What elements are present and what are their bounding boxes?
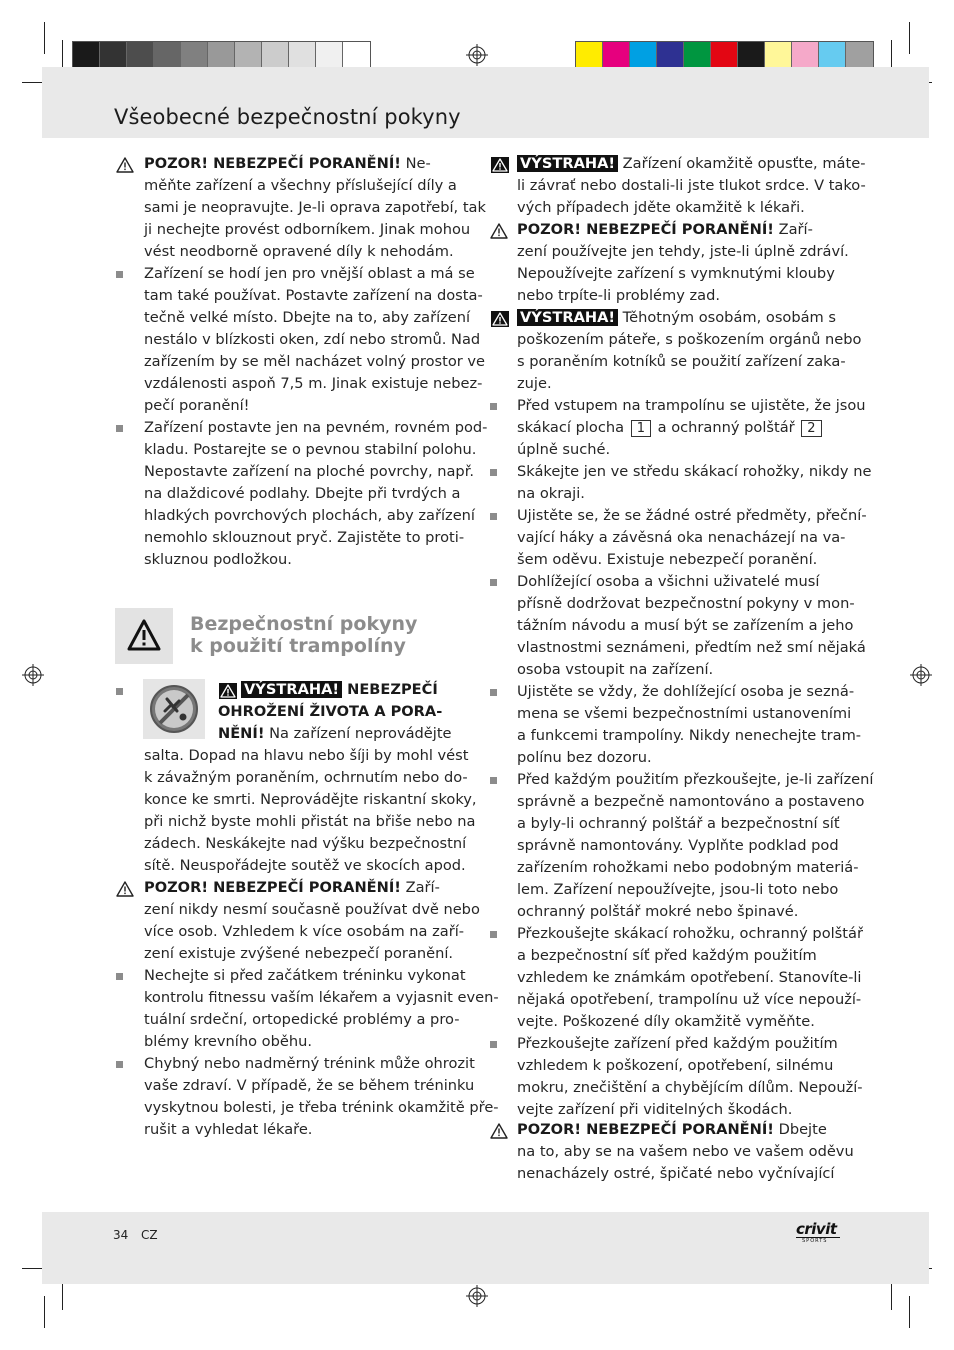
text-line: zařízením by se měl nacházet volný prostor ve [144, 353, 486, 370]
text-line: vzdálenosti aspoň 7,5 m. Jinak existuje nebez- [144, 375, 483, 392]
text-line: správně namontovány. Vyplňte podklad pod [517, 837, 839, 854]
text-line: Dohlížející osoba a všichni uživatelé musí [517, 573, 820, 590]
text-line: více osob. Vzhledem k více osobám na zaří- [144, 923, 465, 940]
text-line: mokru, znečištění a chybějícím dílům. Nepouží- [517, 1079, 863, 1096]
color-swatch [846, 42, 873, 68]
registration-mark-icon [22, 664, 44, 686]
text-line: Zařízení se hodí jen pro vnější oblast a má se [144, 265, 475, 282]
warning-triangle-icon [490, 223, 508, 239]
warning-text-line: VÝSTRAHA! Zařízení okamžitě opusťte, máte- [517, 153, 865, 175]
text-line: Nechejte si před začátkem tréninku vykonat [144, 967, 466, 984]
text-line: správně a bezpečně namontováno a postaveno [517, 793, 865, 810]
color-swatch [235, 42, 262, 68]
bullet-marker [116, 1061, 123, 1068]
text-line: zení používejte jen tehdy, jste-li úplně zdráví. [517, 243, 849, 260]
text-line: sítě. Neuspořádejte soutěž ve skocích apod. [144, 857, 466, 874]
color-swatch [100, 42, 127, 68]
text-line: vzhledem k poškození, opotřebení, silnému [517, 1057, 834, 1074]
text-line: vzhledem ke známkám opotřebení. Stanovíte-li [517, 969, 862, 986]
part-number-badge: 1 [631, 420, 651, 437]
color-swatch [819, 42, 846, 68]
no-somersault-pictogram [143, 679, 205, 739]
text-line: na okraji. [517, 485, 585, 502]
text-line: s poraněním kotníků se použití zařízení zaka- [517, 353, 846, 370]
text-line: kontrolu fitnessu vaším lékařem a vyjasnit even- [144, 989, 499, 1006]
text-line: nenacházely ostré, špičaté nebo vyčnívající [517, 1165, 835, 1182]
color-swatch [181, 42, 208, 68]
color-swatch [262, 42, 289, 68]
text-line: Před vstupem na trampolínu se ujistěte, že jsou [517, 397, 866, 414]
color-swatch [792, 42, 819, 68]
color-swatch [657, 42, 684, 68]
text-line: poškozením páteře, s poškozením orgánů nebo [517, 331, 862, 348]
color-swatch [343, 42, 370, 68]
text-line: nestálo v blízkosti oken, zdí nebo stromů. Nad [144, 331, 481, 348]
text-line: a byly-li ochranný polštář a bezpečnostní síť [517, 815, 840, 832]
color-swatch [316, 42, 343, 68]
color-swatch [208, 42, 235, 68]
text-line: k závažným poraněním, ochrnutím nebo do- [144, 769, 468, 786]
page-number: 34 [113, 1228, 129, 1242]
warning-triangle-icon [491, 311, 509, 327]
text-line: pečí poranění! [144, 397, 250, 414]
text-line: na dlaždicové podlahy. Dbejte při tvrdých a [144, 485, 461, 502]
text-line: vlastnostmi seznámeni, předtím než smí nějaká [517, 639, 866, 656]
text-line: salta. Dopad na hlavu nebo šíji by mohl vést [144, 747, 469, 764]
color-swatch [154, 42, 181, 68]
text-line: Před každým použitím přezkoušejte, je-li zařízení [517, 771, 874, 788]
text-line: sami je neopravujte. Je-li oprava zapotřebí, tak [144, 199, 486, 216]
no-somersault-icon [143, 679, 205, 739]
bullet-marker [116, 973, 123, 980]
page-title: Všeobecné bezpečnostní pokyny [114, 105, 461, 129]
color-swatch [73, 42, 100, 68]
text-line: zařízením rohožkami nebo podobným materiá- [517, 859, 859, 876]
text-line: vejte. Poškozené díly okamžitě vyměňte. [517, 1013, 815, 1030]
color-swatch [603, 42, 630, 68]
bullet-marker [116, 425, 123, 432]
text-line: vající háky a závěsná oka nenacházejí na va- [517, 529, 846, 546]
registration-mark-icon [466, 44, 488, 66]
text-line: mena se všemi bezpečnostními ustanoveními [517, 705, 852, 722]
text-line: lem. Zařízení nepoužívejte, jsou-li toto nebo [517, 881, 839, 898]
text-line: tečně velké místo. Dbejte na to, aby zařízení [144, 309, 471, 326]
bullet-marker [490, 513, 497, 520]
text-line: Přezkoušejte skákací rohožku, ochranný polštář [517, 925, 863, 942]
text-line: šem oděvu. Existuje nebezpečí poranění. [517, 551, 818, 568]
color-swatch [127, 42, 154, 68]
warning-triangle-icon [491, 157, 509, 173]
text-line: nemohlo sklouznout pryč. Zajistěte to proti- [144, 529, 465, 546]
text-line: Zařízení postavte jen na pevném, rovném pod- [144, 419, 488, 436]
color-swatch [711, 42, 738, 68]
part-number-badge: 2 [801, 420, 821, 437]
brand-logo: crivit SPORTS [796, 1222, 840, 1248]
text-line: vést neodborně opravené díly k nehodám. [144, 243, 454, 260]
text-line: polínu bez dozoru. [517, 749, 652, 766]
warning-text-line: VÝSTRAHA! NEBEZPEČÍ [241, 679, 438, 701]
text-line: zení nikdy nesmí současně používat dvě nebo [144, 901, 480, 918]
warning-triangle-icon [490, 1123, 508, 1139]
section-title: Bezpečnostní pokyny k použití trampolíny [190, 613, 418, 657]
text-line: zádech. Neskákejte nad výšku bezpečnostní [144, 835, 467, 852]
bullet-marker [490, 1041, 497, 1048]
warning-text-line: POZOR! NEBEZPEČÍ PORANĚNÍ! Zaří- [144, 879, 440, 896]
text-line: Nepostavte zařízení na ploché povrchy, např. [144, 463, 474, 480]
bullet-marker [490, 469, 497, 476]
bullet-marker [490, 931, 497, 938]
warning-text-line: VÝSTRAHA! Těhotným osobám, osobám s [517, 307, 836, 329]
bullet-marker [490, 403, 497, 410]
bullet-marker [490, 689, 497, 696]
bullet-marker [116, 688, 123, 695]
text-line: kladu. Postarejte se o pevnou stabilní polohu. [144, 441, 477, 458]
text-line: tam také používat. Postavte zařízení na dosta- [144, 287, 483, 304]
warning-text-line: POZOR! NEBEZPEČÍ PORANĚNÍ! Zaří- [517, 221, 813, 238]
text-line: a funkcemi trampolíny. Nikdy nenechejte tram- [517, 727, 862, 744]
text-line: vých případech jděte okamžitě k lékaři. [517, 199, 805, 216]
text-line: skluznou podložkou. [144, 551, 292, 568]
text-line: li závrať nebo dostali-li jste tlukot srdce. V tako- [517, 177, 866, 194]
text-line: NĚNÍ! Na zařízení neprovádějte [218, 725, 452, 742]
bullet-marker [490, 579, 497, 586]
text-line: Přezkoušejte zařízení před každým použitím [517, 1035, 838, 1052]
text-line: Ujistěte se vždy, že dohlížející osoba je sezná- [517, 683, 855, 700]
text-line: Chybný nebo nadměrný trénink může ohrozit [144, 1055, 475, 1072]
text-line: Ujistěte se, že se žádné ostré předměty, přeční- [517, 507, 867, 524]
text-line: hladkých povrchových plochách, aby zařízení [144, 507, 475, 524]
warning-text-line: POZOR! NEBEZPEČÍ PORANĚNÍ! Ne- [144, 155, 431, 172]
registration-mark-icon [466, 1285, 488, 1307]
color-swatch [738, 42, 765, 68]
warning-triangle-icon [116, 157, 134, 173]
text-line: konce ke smrti. Neprovádějte riskantní skoky, [144, 791, 477, 808]
text-line: a bezpečnostní síť před každým použitím [517, 947, 817, 964]
text-line: rušit a vyhledat lékaře. [144, 1121, 313, 1138]
text-line: vejte zařízení při viditelných škodách. [517, 1101, 793, 1118]
bullet-marker [490, 777, 497, 784]
text-line: ochranný polštář mokré nebo špinavé. [517, 903, 799, 920]
text-line: Nepoužívejte zařízení s vymknutými klouby [517, 265, 835, 282]
text-line: zuje. [517, 375, 552, 392]
text-line: blémy krevního oběhu. [144, 1033, 312, 1050]
bullet-marker [116, 271, 123, 278]
text-line: úplně suché. [517, 441, 611, 458]
text-line: tážním návodu a musí být se zařízením a jeho [517, 617, 854, 634]
warning-triangle-icon [219, 683, 237, 699]
warning-text-line: POZOR! NEBEZPEČÍ PORANĚNÍ! Dbejte [517, 1121, 827, 1138]
color-swatch [684, 42, 711, 68]
warning-triangle-icon [126, 618, 162, 652]
text-line: vyskytnou bolesti, je třeba trénink okamžitě pře- [144, 1099, 499, 1116]
text-line: ji nechejte provést odborníkem. Jinak mohou [144, 221, 471, 238]
registration-mark-icon [910, 664, 932, 686]
text-line: OHROŽENÍ ŽIVOTA A PORA- [218, 703, 443, 720]
text-line: nebo trpíte-li problémy zad. [517, 287, 720, 304]
gray-color-bar [72, 41, 371, 69]
text-line: zení existuje zvýšené nebezpečí poranění. [144, 945, 454, 962]
color-swatch [630, 42, 657, 68]
text-line: skákací plocha 1 a ochranný polštář 2 [517, 417, 824, 439]
color-swatch [576, 42, 603, 68]
text-line: při nichž byste mohli přistát na břiše nebo na [144, 813, 476, 830]
language-code: CZ [141, 1228, 158, 1242]
section-warning-box [115, 608, 173, 664]
text-line: nějaká opotřebení, trampolínu už více nepouží- [517, 991, 862, 1008]
warning-triangle-icon [116, 881, 134, 897]
text-line: tuální srdeční, ortopedické problémy a pro- [144, 1011, 460, 1028]
text-line: vaše zdraví. V případě, že se během tréninku [144, 1077, 475, 1094]
color-swatch [289, 42, 316, 68]
text-line: na to, aby se na vašem nebo ve vašem oděvu [517, 1143, 854, 1160]
text-line: měňte zařízení a všechny příslušející díly a [144, 177, 457, 194]
text-line: přísně dodržovat bezpečnostní pokyny v mon- [517, 595, 855, 612]
color-swatch [765, 42, 792, 68]
process-color-bar [575, 41, 874, 69]
text-line: osoba vstoupit na zařízení. [517, 661, 714, 678]
text-line: Skákejte jen ve středu skákací rohožky, nikdy ne [517, 463, 872, 480]
